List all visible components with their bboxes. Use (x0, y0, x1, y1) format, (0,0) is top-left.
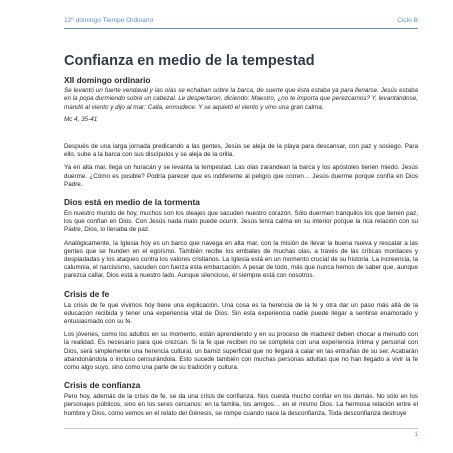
section-heading-tormenta: Dios está en medio de la tormenta (64, 196, 200, 207)
document-subtitle: XII domingo ordinario (64, 75, 151, 85)
header-liturgical-day: 12º domingo Tiempo Ordinario (64, 17, 154, 24)
section1-paragraph-2: Analógicamente, la Iglesia hoy es un barco que navega en alta mar, con la misión de llevar la buena nueva y rescatar a las gentes que se hunden en el egoísmo. También recibe los embates de muchas olas, a través de las críticas mordaces y despiadadas y los ataques contra los valores cristianos. La Iglesia está en un momento crucial de su historia. La increencia, la calumnia, el narcisismo, sacuden con fuerza esta embarcación. A pesar de todo, más que nunca hemos de saber que, aunque parezca callar, Dios está a nuestro lado. Aunque silencioso, él siempre está con nosotros. (64, 239, 418, 280)
section-heading-crisis-fe: Crisis de fe (64, 288, 110, 299)
section2-paragraph-2: Los jóvenes, como los adultos en su momento, están aprendiendo y en su proceso de madurez deben chocar a menudo con la realidad. Es necesario para que crezcan. Si la fe que reciben no se completa con una experiencia íntima y personal con Dios, será simplemente una herencia cultural, un barniz superficial que no llegará a calar en las entrañas de su ser. Acabarán abandonándola o incluso censurándola. Esto sucede también con muchas personas adultas que no han llegado a vivir la fe como algo suyo, sino como una parte de su tradición y cultura. (64, 331, 418, 371)
document-body (64, 52, 418, 418)
section2-paragraph-1: La crisis de fe que vivimos hoy tiene una explicación. Una cosa es la herencia de la fe y otra dar un paso más allá de la educación recibida y tener una experiencia vital de Dios. Sin esta experiencia nadie puede llegar a sentirse enamorado y entusiasmado con su fe. (64, 301, 418, 325)
footer-divider (64, 428, 418, 429)
section-heading-crisis-confianza: Crisis de confianza (64, 380, 141, 391)
intro-paragraph-1: Después de una larga jornada predicando a las gentes, Jesús se aleja de la playa para descansar, con paz y sosiego. Para ello, sube a la barca con sus discípulos y se aleja de la orilla. (64, 142, 418, 159)
section3-paragraph-1: Pero hoy, además de la crisis de fe, se da una crisis de confianza. Nos cuesta mucho confiar en los demás. No sólo en los personajes públicos, sino en los seres cercanos: en la familia, los amigos… en el mismo Dios. La hermosa relación entre el hombre y Dios, como vemos en el relato del Génesis, se rompe cuando nace la desconfianza. Toda desconfianza destruye (64, 393, 418, 417)
document-title: Confianza en medio de la tempestad (64, 53, 315, 69)
page-header (64, 17, 418, 29)
page-number: 1 (414, 432, 418, 438)
gospel-quote: Se levantó un fuerte vendaval y las olas se echaban sobre la barca, de suerte que ésta estaba ya para llenarse. Jesús estaba en la popa durmiendo sobre un cabezal. Le despertaron, diciendo: Maestro, ¿no te importa que perezcamos? Y, levantándose, mandó al viento y dijo al mar: Calla, enmudece. Y se aquietó el viento y vino una gran calma. (64, 87, 418, 111)
header-cycle: Ciclo B (397, 17, 418, 24)
section1-paragraph-1: En nuestro mundo de hoy, muchos son los oleajes que sacuden nuestro corazón. Sólo duermen tranquilos los que tienen paz, los que confían en Dios. Con Jesús nada malo puede ocurrir. Jesús tenía calma en su interior porque la rica relación con su Padre, Dios, lo llenaba de paz. (64, 209, 418, 234)
gospel-reference: Mc 4, 35-41 (64, 115, 98, 123)
intro-paragraph-2: Ya en alta mar, llega un huracán y se levanta la tempestad. Las olas zarandean la barca y los apóstoles tienen miedo. Jesús duerme. ¿Cómo es posible? Podría parecer que es indiferente al peligro que corren… Jesús duerme porque confía en Dios Padre. (64, 164, 418, 188)
